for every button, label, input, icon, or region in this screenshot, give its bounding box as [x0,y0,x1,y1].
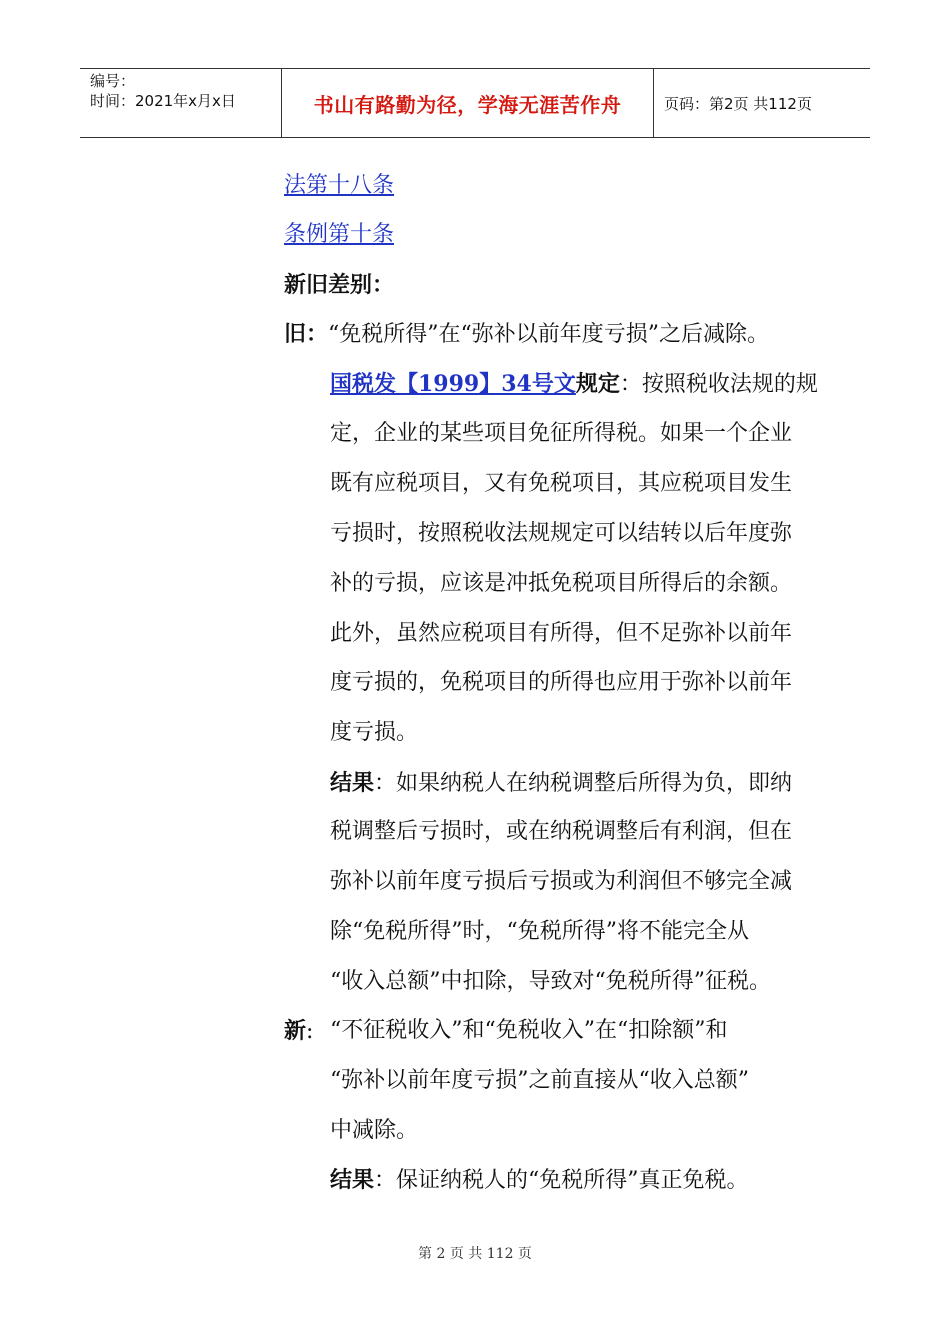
old-doc-line-2 [330,419,792,449]
new-result-label: 结果 [330,1167,375,1193]
new-label-line [284,1016,313,1047]
old-result-text: “收入总额”中扣除，导致对“免税所得”征税。 [330,969,771,994]
old-lead-text: “免税所得”在“弥补以前年度亏损”之后减除。 [328,322,770,347]
doc-line-text: 亏损时，按照税收法规规定可以结转以后年度弥 [330,521,793,546]
new-label-colon: : [306,1019,314,1044]
doc-line-text: 定，企业的某些项目免征所得税。如果一个企业 [330,421,793,446]
old-result-line-5 [330,967,771,997]
old-result-text: 税调整后亏损时，或在纳税调整后有利润，但在 [330,819,793,844]
old-result-text: 除“免税所得”时，“免税所得”将不能完全从 [330,919,749,944]
new-text: “不征税收入”和“免税收入”在“扣除额”和 [330,1018,728,1043]
doc-line-text: 度亏损的，免税项目的所得也应用于弥补以前年 [330,670,793,695]
header-meta [80,69,281,137]
new-text: “弥补以前年度亏损”之前直接从“收入总额” [330,1068,749,1093]
old-result-line-1 [330,768,792,799]
old-doc-line-6 [330,619,792,649]
header-motto-cell [281,69,654,137]
old-doc-line-5 [330,569,792,599]
new-line-3 [330,1116,418,1146]
section-title-text: 新旧差别： [284,272,395,298]
old-doc-line-4 [330,519,792,549]
page-header [80,68,870,138]
date-label: 时间：2021年x月x日 [90,92,236,110]
section-title [284,270,394,301]
header-page-cell [654,69,870,137]
old-result-line-3 [330,867,792,897]
new-line-1 [330,1016,727,1046]
old-result-text: ：如果纳税人在纳税调整后所得为负，即纳 [374,771,793,796]
old-label: 旧： [284,321,329,347]
doc-reference-link[interactable]: 国税发【1999】34号文 [330,371,576,397]
old-result-label: 结果 [330,770,375,796]
regulation-article-link[interactable]: 条例第十条 [284,222,395,247]
old-doc-line-1 [330,369,818,400]
new-text: 中减除。 [330,1118,419,1143]
doc-rule-label: 规定 [575,371,620,397]
doc-line-text: ：按照税收法规的规 [619,372,818,397]
new-result-line [330,1165,749,1196]
footer-page-number: 第 2 页 共 112 页 [418,1246,532,1262]
old-result-text: 弥补以前年度亏损后亏损或为利润但不够完全减 [330,869,793,894]
law-article-link[interactable]: 法第十八条 [284,173,395,198]
old-doc-line-7 [330,668,792,698]
old-result-line-2 [330,817,792,847]
number-label: 编号： [90,72,136,90]
old-doc-line-3 [330,469,792,499]
new-result-text: ：保证纳税人的“免税所得”真正免税。 [374,1168,749,1193]
header-page-label: 页码：第2页 共112页 [664,94,812,113]
doc-line-text: 此外，虽然应税项目有所得，但不足弥补以前年 [330,621,793,646]
doc-line-text: 补的亏损，应该是冲抵免税项目所得后的余额。 [330,571,793,596]
old-lead-line [284,319,769,350]
regulation-article-line [284,220,394,250]
header-motto: 书山有路勤为径，学海无涯苦作舟 [313,92,622,117]
old-doc-line-8 [330,718,418,748]
new-line-2 [330,1066,749,1096]
page-footer [0,1243,950,1263]
old-result-line-4 [330,917,749,947]
doc-line-text: 度亏损。 [330,720,419,745]
law-article-line [284,171,394,201]
new-label: 新 [284,1018,307,1044]
doc-line-text: 既有应税项目，又有免税项目，其应税项目发生 [330,471,793,496]
